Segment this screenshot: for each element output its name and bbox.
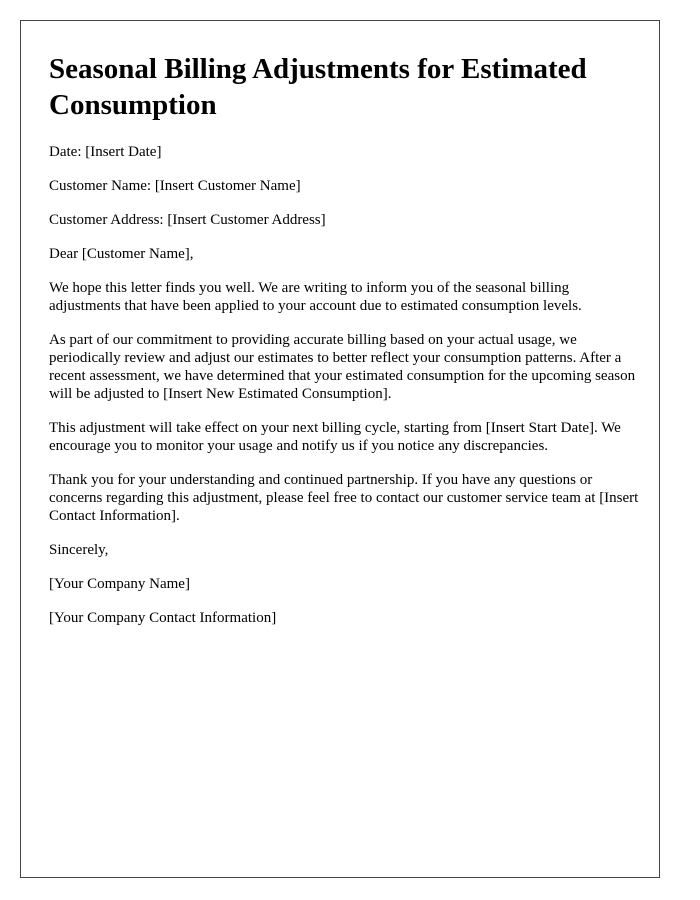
closing: Sincerely, xyxy=(49,542,109,558)
body-paragraph-effective: This adjustment will take effect on your next billing cycle, starting from [Insert Start Date]. We encourage you to monitor your usage and notify us if you notice any discrepancies. xyxy=(49,420,621,454)
letter-page xyxy=(20,20,660,878)
body-paragraph-thanks: Thank you for your understanding and continued partnership. If you have any questions or concerns regarding this adjustment, please feel free to contact our customer service team at [Insert Contact Information]. xyxy=(49,472,639,524)
company-contact: [Your Company Contact Information] xyxy=(49,610,277,626)
date-line: Date: [Insert Date] xyxy=(49,144,162,160)
body-paragraph-assessment: As part of our commitment to providing accurate billing based on your actual usage, we periodically review and adjust our estimates to better reflect your consumption patterns. After a recent assessment, we have determined that your estimated consumption for the upcoming season will be adjusted to [Insert New Estimated Consumption]. xyxy=(49,332,636,402)
company-name: [Your Company Name] xyxy=(49,576,190,592)
body-paragraph-intro: We hope this letter finds you well. We are writing to inform you of the seasonal billing adjustments that have been applied to your account due to estimated consumption levels. xyxy=(49,280,582,314)
customer-address-line: Customer Address: [Insert Customer Address] xyxy=(49,212,326,228)
letter-title: Seasonal Billing Adjustments for Estimated Consumption xyxy=(49,53,587,121)
customer-name-line: Customer Name: [Insert Customer Name] xyxy=(49,178,301,194)
salutation: Dear [Customer Name], xyxy=(49,246,194,262)
letter-content xyxy=(49,51,639,643)
